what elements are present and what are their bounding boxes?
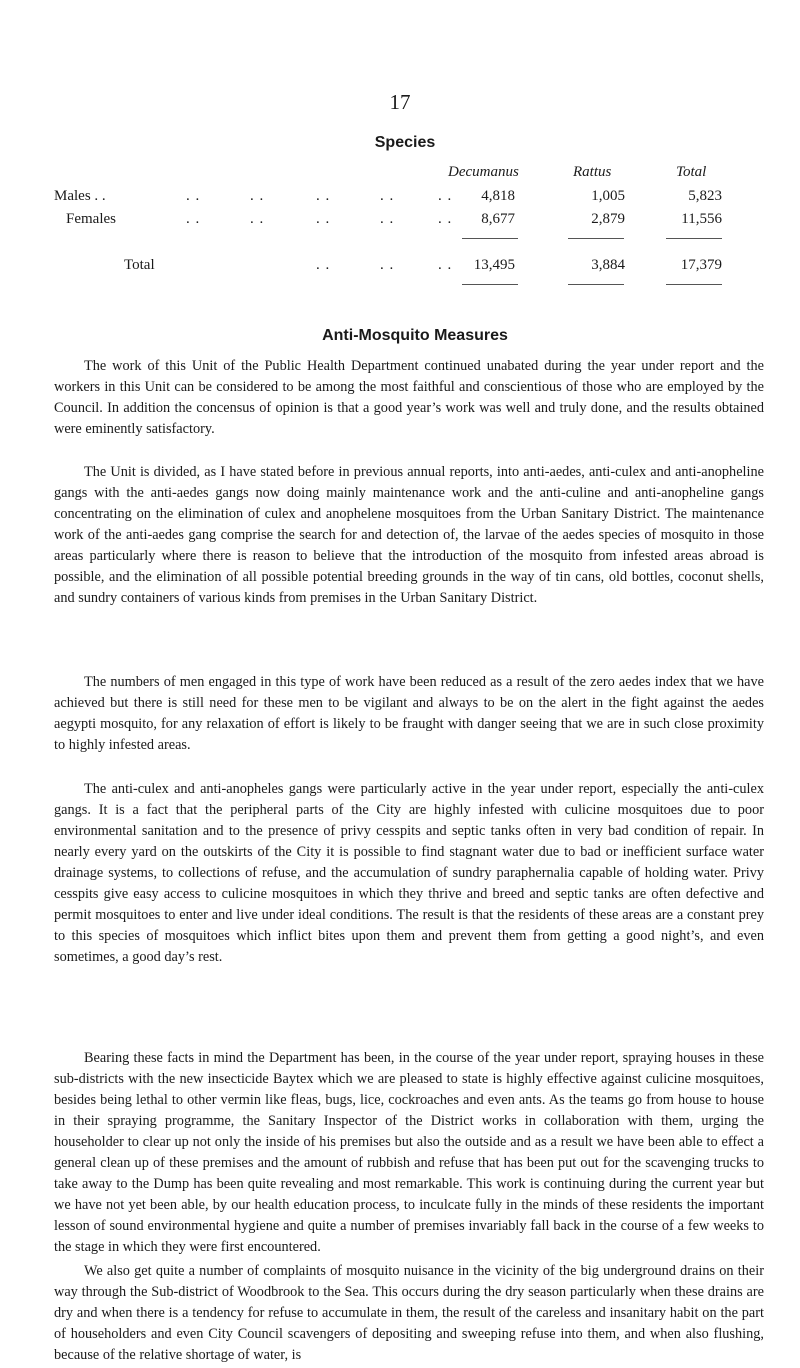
leader-dots: . . [316,257,331,273]
row-label-total: Total [124,257,155,273]
page-number: 17 [389,90,411,114]
leader-dots: . . [438,188,453,204]
paragraph-5: Bearing these facts in mind the Department has been, in the course of the year under report, spraying houses in these sub-districts with the new insecticide Baytex which we are pleased to state is highly effective against culicine mosquitoes, besides being lethal to other vermin like fleas, bugs, lice, cockroaches and even ants. As the teams go from house to house in their spraying programme, the Sanitary Inspector of the District works in collaboration with them, urging the householder to clear up not only the inside of his premises but also the outside and as a result we have been able to effect a general clean up of these premises and the amount of rubbish and refuse that has been put out for the scavenging trucks to take away to the Dump has been quite revealing and most remarkable. This work is continuing during the current year but we have not yet been able, by our health education process, to inculcate fully in the minds of these residents the important lesson of sound environmental hygiene and quite a number of premises invariably fall back in the course of a few weeks to the stage in which they were first encountered. [54,1050,764,1255]
cell-males-decumanus: 4,818 [481,188,515,204]
cell-males-rattus: 1,005 [591,188,625,204]
section-heading: Anti-Mosquito Measures [322,327,508,344]
header-rattus: Rattus [573,164,612,180]
species-table-title: Species [374,134,436,151]
leader-dots: . . [250,188,265,204]
cell-females-rattus: 2,879 [591,211,625,227]
rule-above-total [568,238,624,239]
rule-below-total [462,284,518,285]
leader-dots: . . [186,211,201,227]
cell-total-rattus: 3,884 [591,257,625,273]
cell-females-decumanus: 8,677 [481,211,515,227]
paragraph-6: We also get quite a number of complaints of mosquito nuisance in the vicinity of the big underground drains on their way through the Sub-district of Woodbrook to the Sea. This occurs during the dry season particularly when these drains are dry and when there is a tendency for refuse to accumulate in them, the result of the careless and insanitary habit on the part of householders and even City Council scavengers of depositing and sweeping refuse into them, and when also flushing, because of the relative shortage of water, is [54,1263,764,1363]
leader-dots: . . [250,211,265,227]
rule-below-total [568,284,624,285]
cell-males-total: 5,823 [688,188,722,204]
row-label-females: Females [66,211,116,227]
leader-dots: . . [186,188,201,204]
paragraph-2: The Unit is divided, as I have stated before in previous annual reports, into anti-aedes, anti-culex and anti-anopheline gangs with the anti-aedes gangs now doing mainly maintenance work and the anti-culine and anti-anopheline gangs concentrating on the elimination of culex and anophelene mosquitoes from the Urban Sanitary District. The maintenance work of the anti-aedes gang comprise the search for and detection of, the larvae of the aedes species of mosquito in those areas particularly where there is reason to believe that the introduction of the mosquito from infested areas abroad is possible, and the elimination of all possible potential breeding grounds in the way of tin cans, old bottles, coconut shells, and sundry containers of various kinds from premises in the Urban Sanitary District. [54,464,764,606]
header-decumanus: Decumanus [448,164,519,180]
rule-below-total [666,284,722,285]
cell-total-decumanus: 13,495 [473,257,515,273]
paragraph-4: The anti-culex and anti-anopheles gangs were particularly active in the year under report, especially the anti-culex gangs. It is a fact that the peripheral parts of the City are highly infested with culicine mosquitoes due to poor environmental sanitation and to the presence of privy cesspits and septic tanks often in very bad condition of repair. In nearly every yard on the outskirts of the City it is possible to find stagnant water due to bad or inefficient surface water drainage systems, to collections of refuse, and the accumulation of sundry paraphernalia capable of holding water. Privy cesspits give easy access to culicine mosquitoes in which they thrive and breed and septic tanks are often defective and permit mosquitoes to enter and live under ideal conditions. The result is that the residents of these areas are a constant prey to this species of mosquitoes which inflict bites upon them and prevent them from getting a good night’s, and even sometimes, a good day’s rest. [54,781,764,965]
row-label-males: Males . . [54,188,106,204]
leader-dots: . . [380,211,395,227]
leader-dots: . . [438,257,453,273]
leader-dots: . . [380,188,395,204]
leader-dots: . . [316,211,331,227]
cell-females-total: 11,556 [681,211,722,227]
paragraph-3: The numbers of men engaged in this type of work have been reduced as a result of the zero aedes index that we have achieved but there is still need for these men to be vigilant and always to be on the alert in the fight against the aedes aegypti mosquito, for any relaxation of effort is likely to be fraught with danger seeing that we are in such close proximity to highly infested areas. [54,674,764,753]
rule-above-total [462,238,518,239]
leader-dots: . . [438,211,453,227]
paragraph-1: The work of this Unit of the Public Health Department continued unabated during the year under report and the workers in this Unit can be considered to be among the most faithful and conscientious of those who are employed by the Council. In addition the concensus of opinion is that a good year’s work was well and truly done, and the results obtained were eminently satisfactory. [54,358,764,437]
leader-dots: . . [316,188,331,204]
cell-total-total: 17,379 [680,257,722,273]
header-total: Total [676,164,707,180]
rule-above-total [666,238,722,239]
leader-dots: . . [380,257,395,273]
